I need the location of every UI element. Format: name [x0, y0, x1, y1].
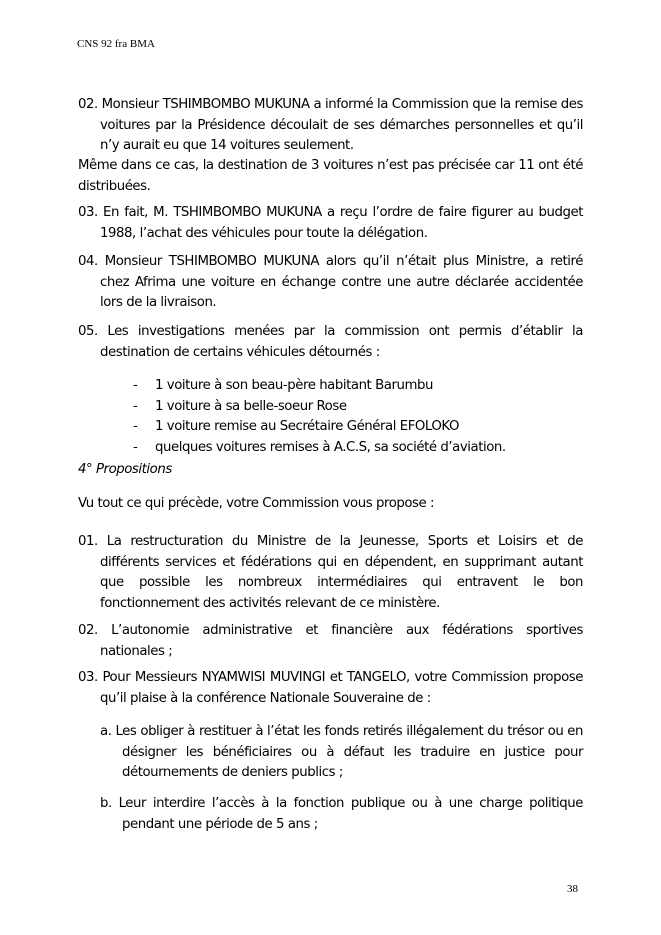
paragraph-item-03: 03. En fait, M. TSHIMBOMBO MUKUNA a reçu l’ordre de faire figurer au budget 1988, l’achat des véhicules pour toute la délégation.: [78, 205, 583, 241]
paragraph-item-02: 02. Monsieur TSHIMBOMBO MUKUNA a informé la Commission que la remise des voitures par la Présidence découlait de ses démarches personnelles et qu’il n’y aurait eu que 14 voitures seulement.: [78, 97, 583, 153]
document-reference: CNS 92 fra BMA: [77, 38, 155, 50]
proposal-item-03: 03. Pour Messieurs NYAMWISI MUVINGI et TANGELO, votre Commission propose qu’il plaise à la conférence Nationale Souveraine de :: [78, 670, 583, 706]
vehicle-destination-list: [133, 376, 506, 458]
sub-item-a: a. Les obliger à restituer à l’état les fonds retirés illégalement du trésor ou en désigner les bénéficiaires ou à défaut les traduire en justice pour détournements de deniers publics ;: [100, 724, 583, 780]
paragraph-item-04: 04. Monsieur TSHIMBOMBO MUKUNA alors qu’il n’était plus Ministre, a retiré chez Afrima une voiture en échange contre une autre déclarée accidentée lors de la livraison.: [78, 254, 583, 310]
list-item: - quelques voitures remises à A.C.S, sa société d’aviation.: [133, 439, 506, 455]
sub-item-b: b. Leur interdire l’accès à la fonction publique ou à une charge politique pendant une période de 5 ans ;: [100, 796, 583, 832]
list-item: - 1 voiture remise au Secrétaire Général EFOLOKO: [133, 419, 459, 434]
proposal-item-01: 01. La restructuration du Ministre de la Jeunesse, Sports et Loisirs et de différents services et fédérations qui en dépendent, en supprimant autant que possible les nombreux intermédiaires qui entravent le bon fonctionnement des activités relevant de ce ministère.: [78, 534, 583, 611]
proposal-item-02: 02. L’autonomie administrative et financière aux fédérations sportives nationales ;: [78, 623, 583, 659]
paragraph-item-05: 05. Les investigations menées par la commission ont permis d’établir la destination de certains véhicules détournés :: [78, 324, 583, 360]
section-heading: 4° Propositions: [78, 462, 172, 477]
list-item: - 1 voiture à son beau-père habitant Barumbu: [133, 378, 433, 393]
proposals-intro: Vu tout ce qui précède, votre Commission vous propose :: [78, 496, 435, 511]
page-number: 38: [567, 883, 578, 895]
paragraph-note: Même dans ce cas, la destination de 3 voitures n’est pas précisée car 11 ont été distribuées.: [78, 158, 583, 194]
list-item: - 1 voiture à sa belle-soeur Rose: [133, 398, 347, 414]
